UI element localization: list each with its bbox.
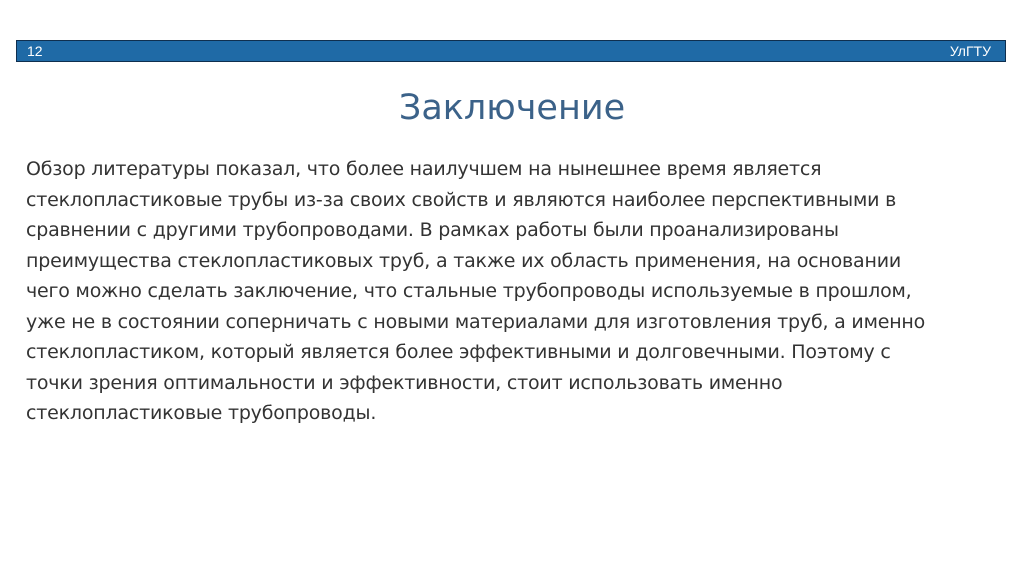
- slide-title: Заключение: [398, 88, 626, 128]
- header-bar: [16, 40, 1006, 62]
- slide-number: 12: [27, 43, 43, 59]
- body-line: преимущества стеклопластиковых труб, а также их область применения, на основании: [26, 249, 902, 272]
- body-line: стеклопластиковые трубы из-за своих свойств и являются наиболее перспективными в: [26, 188, 897, 211]
- body-line: точки зрения оптимальности и эффективности, стоит использовать именно: [26, 371, 783, 394]
- body-line: чего можно сделать заключение, что стальные трубопроводы используемые в прошлом,: [26, 280, 912, 302]
- body-line: стеклопластиковые трубопроводы.: [26, 402, 377, 424]
- body-line: Обзор литературы показал, что более наилучшем на нынешнее время является: [26, 158, 822, 180]
- org-label: УлГТУ: [949, 43, 991, 59]
- body-line: стеклопластиком, который является более эффективными и долговечными. Поэтому с: [26, 341, 891, 363]
- body-line: сравнении с другими трубопроводами. В рамках работы были проанализированы: [26, 219, 839, 241]
- body-line: уже не в состоянии соперничать с новыми материалами для изготовления труб, а именно: [26, 310, 926, 333]
- body-paragraph: [26, 154, 1016, 429]
